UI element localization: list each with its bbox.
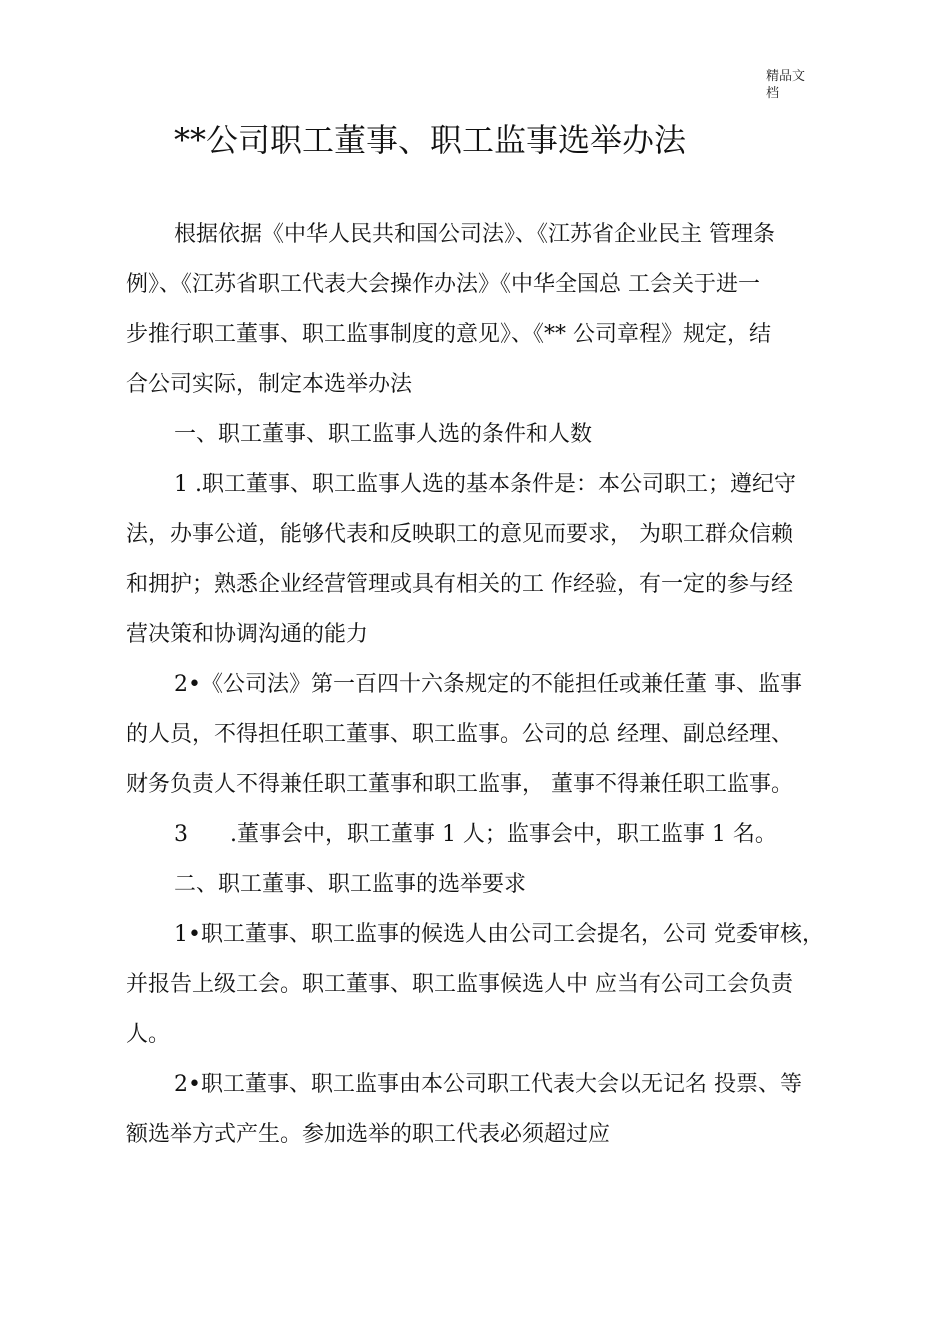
paragraph-line: 3 .董事会中，职工董事 1 人；监事会中，职工监事 1 名。 [174, 822, 777, 847]
paragraph-nomination [126, 910, 864, 1060]
paragraph-line: 额选举方式产生。参加选举的职工代表必须超过应 [126, 1122, 611, 1147]
paragraph-line: 营决策和协调沟通的能力 [126, 622, 369, 647]
section-heading-text: 一、职工董事、职工监事人选的条件和人数 [174, 422, 593, 447]
paragraph-voting [126, 1060, 864, 1160]
section-heading-conditions [126, 410, 864, 460]
paragraph-line: 步推行职工董事、职工监事制度的意见》、《** 公司章程》规定，结 [126, 322, 771, 347]
section-heading-election-requirements [126, 860, 864, 910]
paragraph-line: 财务负责人不得兼任职工董事和职工监事， 董事不得兼任职工监事。 [126, 772, 793, 797]
paragraph-line: 法，办事公道，能够代表和反映职工的意见而要求， 为职工群众信赖 [126, 522, 793, 547]
paragraph-line: 根据依据《中华人民共和国公司法》、《江苏省企业民主 管理条 [174, 222, 775, 247]
paragraph-line: 1•职工董事、职工监事的候选人由公司工会提名，公司 党委审核， [174, 922, 824, 947]
paragraph-line: 2•《公司法》第一百四十六条规定的不能担任或兼任董 事、监事 [174, 672, 802, 697]
paragraph-line: 的人员，不得担任职工董事、职工监事。公司的总 经理、副总经理、 [126, 722, 793, 747]
paragraph-line: 2•职工董事、职工监事由本公司职工代表大会以无记名 投票、等 [174, 1072, 802, 1097]
paragraph-line: 例》、《江苏省职工代表大会操作办法》《中华全国总 工会关于进一 [126, 272, 760, 297]
watermark-line-2: 档 [766, 86, 780, 101]
paragraph-numbers [126, 810, 864, 860]
paragraph-line: 人。 [126, 1022, 171, 1047]
section-heading-text: 二、职工董事、职工监事的选举要求 [174, 872, 527, 897]
watermark-label [766, 68, 826, 102]
paragraph-restrictions [126, 660, 864, 810]
paragraph-line: 并报告上级工会。职工董事、职工监事候选人中 应当有公司工会负责 [126, 972, 793, 997]
document-title: **公司职工董事、职工监事选举办法 [174, 121, 687, 159]
paragraph-basic-conditions [126, 460, 864, 660]
watermark-line-1: 精品文 [766, 69, 806, 84]
paragraph-line: 和拥护；熟悉企业经营管理或具有相关的工 作经验，有一定的参与经 [126, 572, 793, 597]
paragraph-line: 1 .职工董事、职工监事人选的基本条件是：本公司职工；遵纪守 [174, 472, 796, 497]
paragraph-legal-basis [126, 210, 864, 410]
paragraph-line: 合公司实际，制定本选举办法 [126, 372, 413, 397]
